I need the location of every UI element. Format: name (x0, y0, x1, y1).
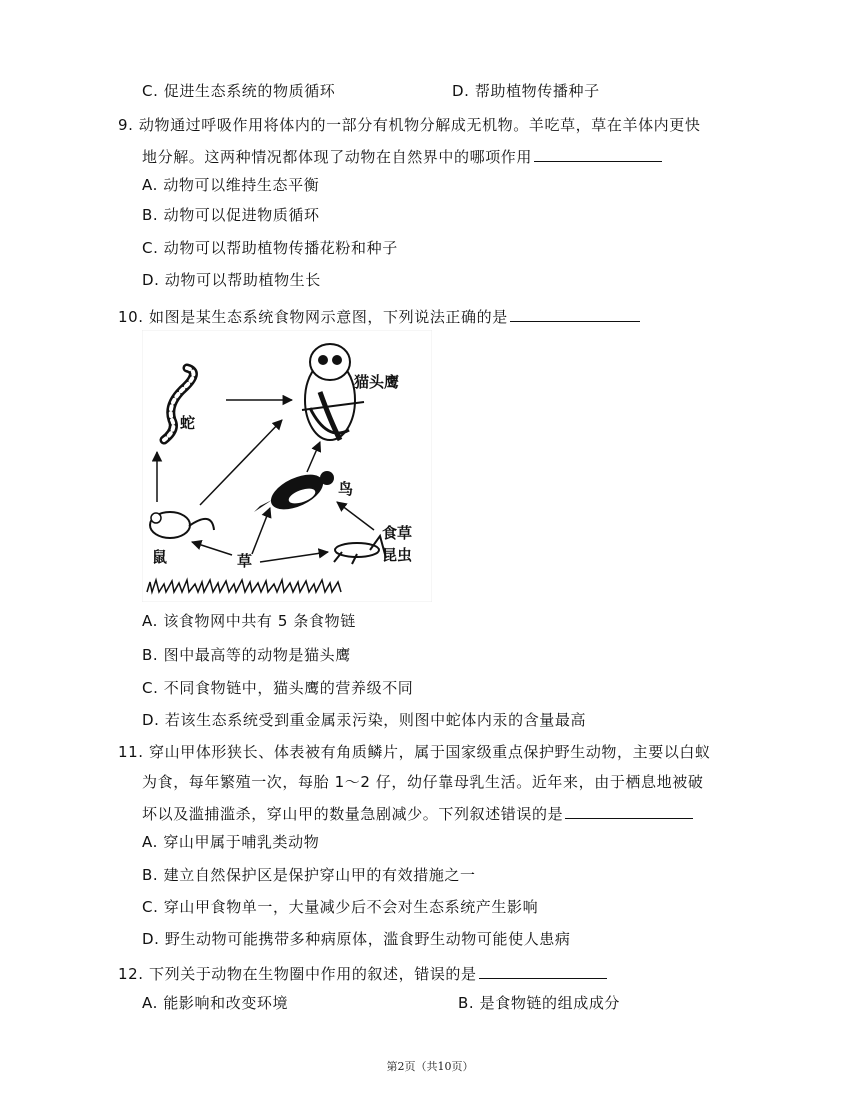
option-c-prev: C. 促进生态系统的物质循环 (142, 82, 336, 100)
q11-option-b: B. 建立自然保护区是保护穿山甲的有效措施之一 (142, 866, 476, 884)
q10-option-b: B. 图中最高等的动物是猫头鹰 (142, 646, 351, 664)
q12-option-a: A. 能影响和改变环境 (142, 994, 289, 1012)
q12-stem: 12. 下列关于动物在生物圈中作用的叙述，错误的是 (118, 962, 607, 984)
q9-option-c: C. 动物可以帮助植物传播花粉和种子 (142, 239, 398, 257)
q10-stem: 10. 如图是某生态系统食物网示意图，下列说法正确的是 (118, 305, 640, 327)
insect-label-line2: 昆虫 (382, 546, 413, 564)
q10-option-c: C. 不同食物链中，猫头鹰的营养级不同 (142, 679, 414, 697)
mouse-label: 鼠 (152, 548, 168, 566)
q10-option-d: D. 若该生态系统受到重金属汞污染，则图中蛇体内汞的含量最高 (142, 711, 587, 729)
q9-option-b: B. 动物可以促进物质循环 (142, 206, 320, 224)
option-d-prev: D. 帮助植物传播种子 (452, 82, 600, 100)
q11-option-c: C. 穿山甲食物单一，大量减少后不会对生态系统产生影响 (142, 898, 539, 916)
owl-label: 猫头鹰 (354, 373, 400, 391)
answer-blank (534, 145, 662, 162)
insect-label-line1: 食草 (382, 524, 413, 542)
q9-stem-line2: 地分解。这两种情况都体现了动物在自然界中的哪项作用 (142, 145, 662, 167)
q11-stem-line1: 11. 穿山甲体形狭长、体表被有角质鳞片，属于国家级重点保护野生动物，主要以白蚁 (118, 743, 711, 761)
answer-blank (565, 802, 693, 819)
q9-option-a: A. 动物可以维持生态平衡 (142, 176, 320, 194)
q12-option-b: B. 是食物链的组成成分 (458, 994, 621, 1012)
snake-label: 蛇 (180, 414, 196, 432)
page-footer: 第2页（共10页） (386, 1060, 474, 1073)
grass-label: 草 (237, 552, 253, 570)
q9-stem-line1: 9. 动物通过呼吸作用将体内的一部分有机物分解成无机物。羊吃草，草在羊体内更快 (118, 116, 701, 134)
food-web-diagram (142, 330, 432, 602)
q11-option-d: D. 野生动物可能携带多种病原体，滥食野生动物可能使人患病 (142, 930, 571, 948)
q11-stem-line3: 坏以及滥捕滥杀，穿山甲的数量急剧减少。下列叙述错误的是 (142, 802, 693, 824)
q10-option-a: A. 该食物网中共有 5 条食物链 (142, 612, 356, 630)
q11-option-a: A. 穿山甲属于哺乳类动物 (142, 833, 320, 851)
answer-blank (510, 305, 640, 322)
answer-blank (479, 962, 607, 979)
q9-option-d: D. 动物可以帮助植物生长 (142, 271, 321, 289)
bird-label: 鸟 (338, 480, 354, 498)
q11-stem-line2: 为食，每年繁殖一次，每胎 1～2 仔，幼仔靠母乳生活。近年来，由于栖息地被破 (142, 773, 704, 791)
